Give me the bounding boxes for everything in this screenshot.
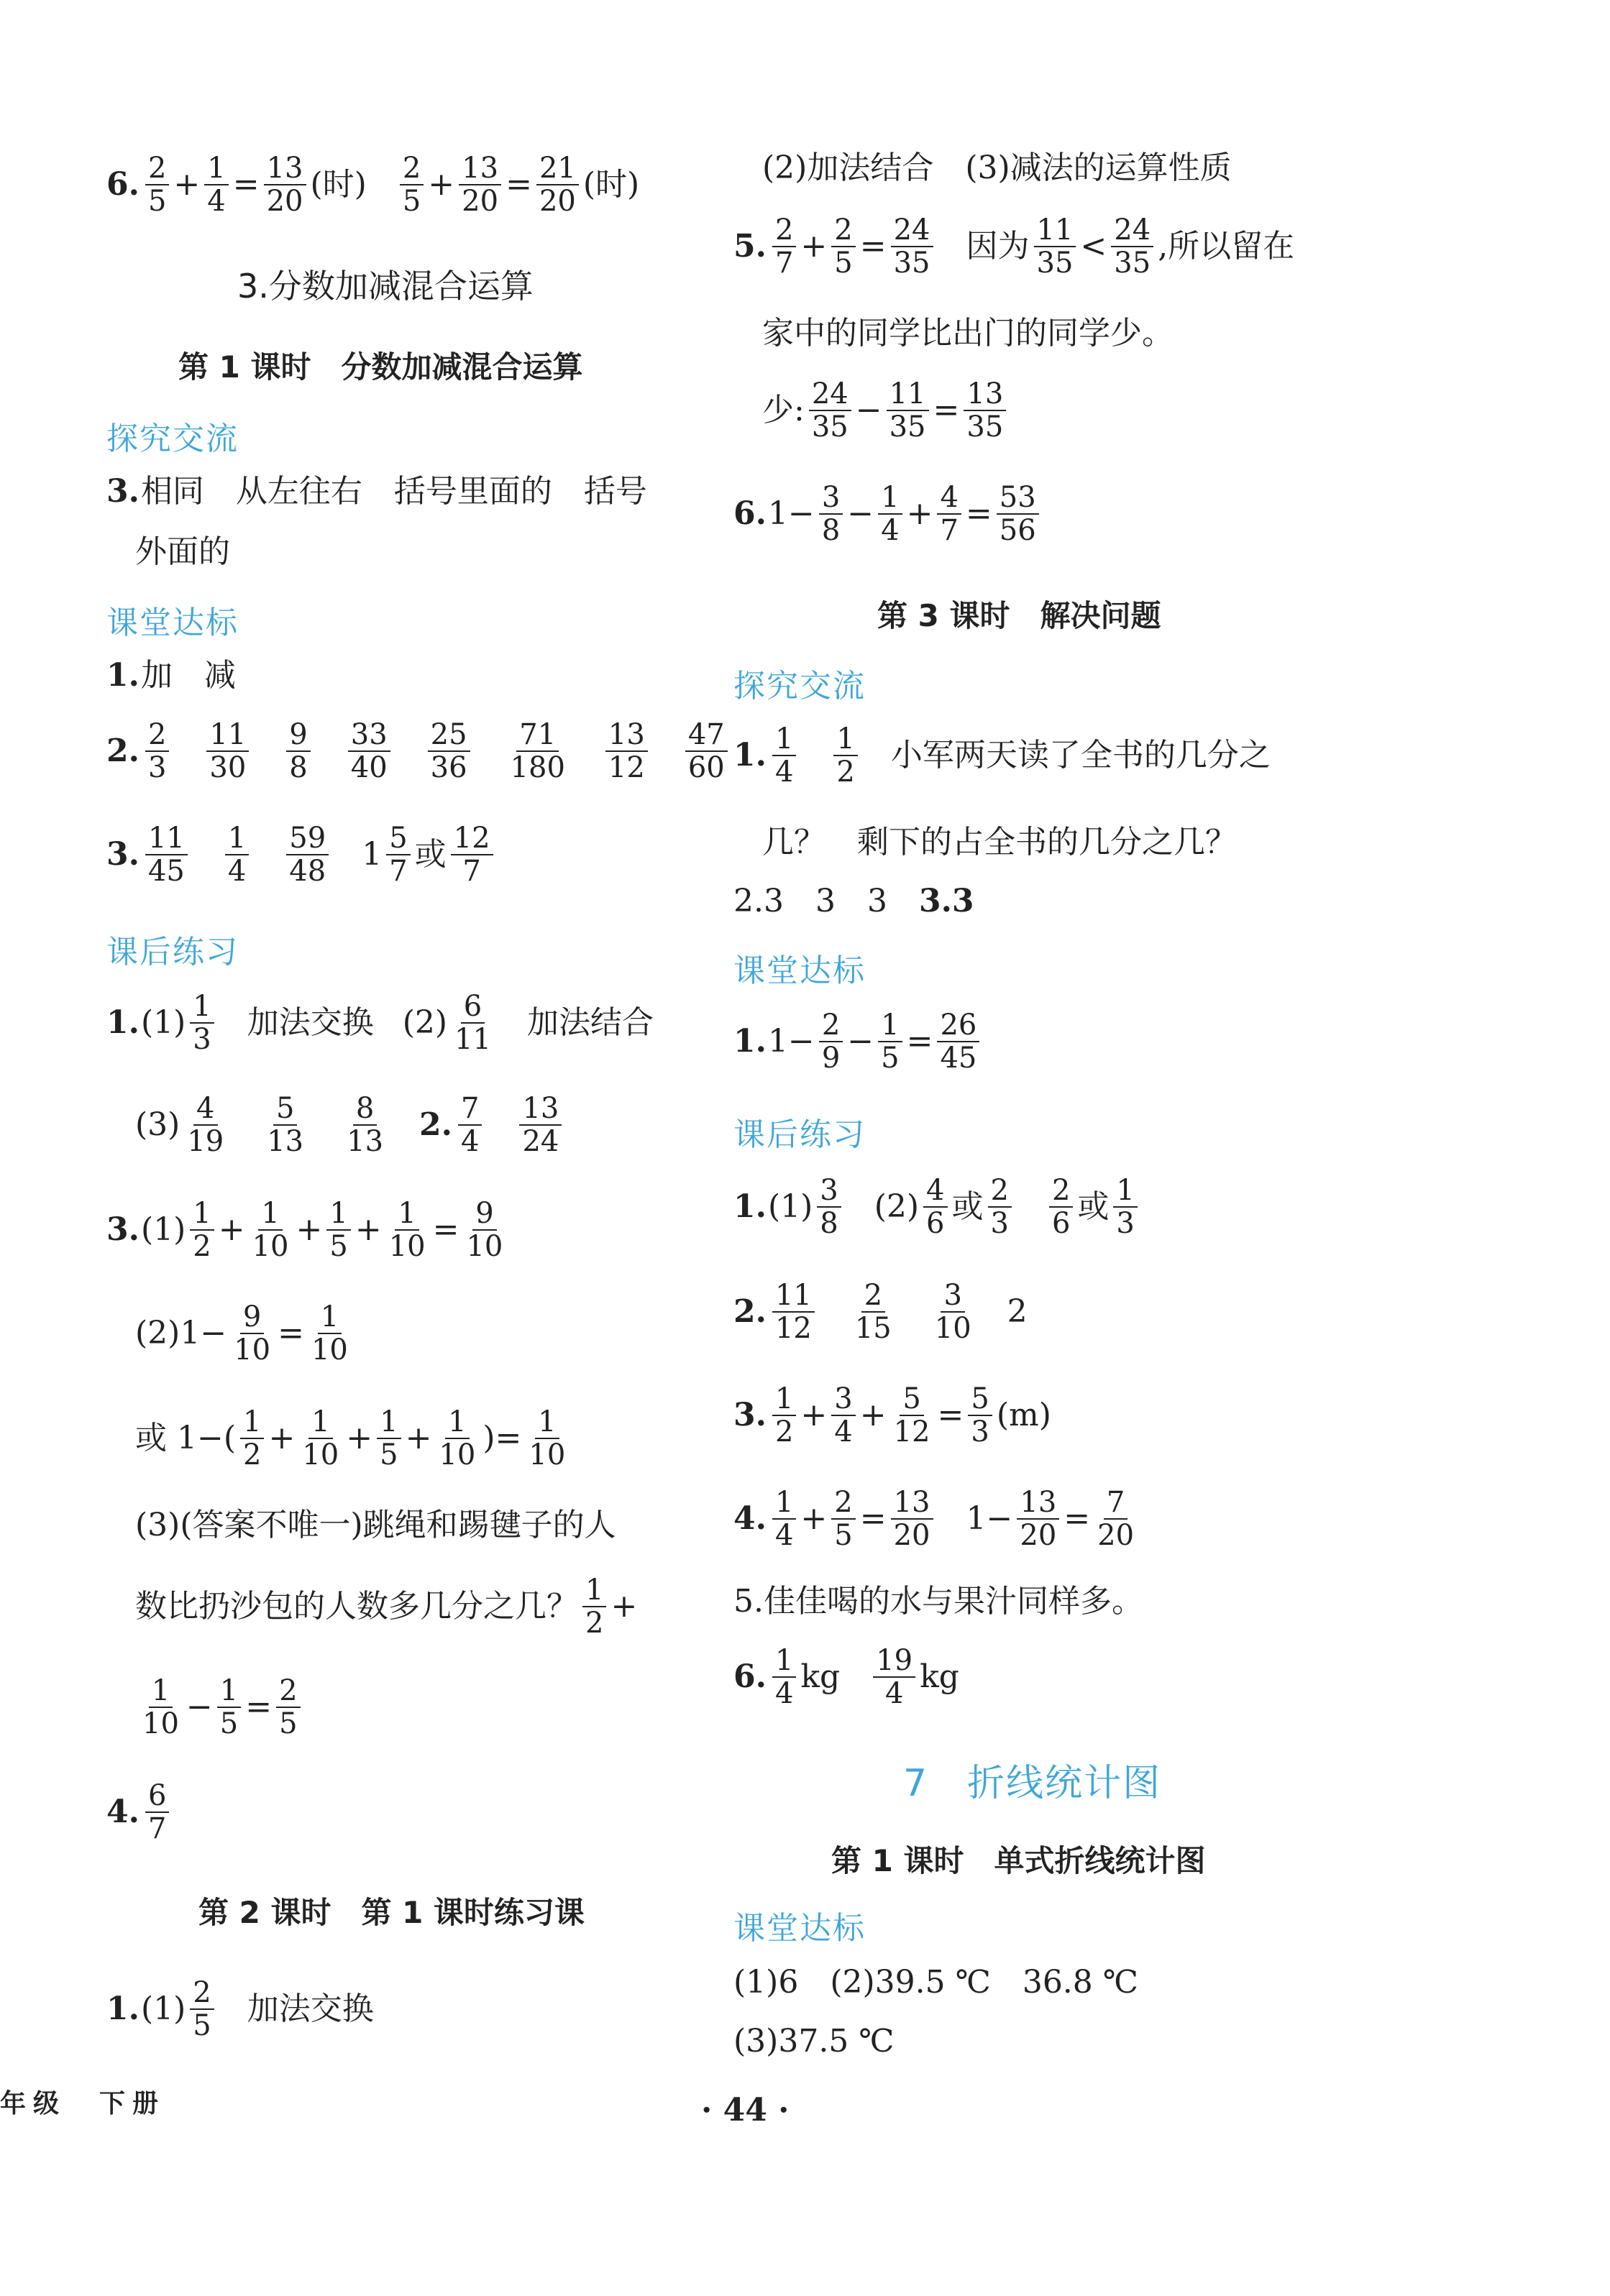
left-explore-q3-cont: 外面的	[135, 533, 230, 570]
left-after-q3-3c: $\frac{1}{10}$ − $\frac{1}{5}$ = $\frac{2}{5}$	[135, 1675, 305, 1740]
footer-grade: 年级 下册	[0, 2088, 166, 2118]
page-number: · 44 ·	[701, 2092, 790, 2129]
fraction: $\frac{2}{5}$	[400, 152, 424, 217]
fraction: $\frac{13}{20}$	[459, 152, 501, 217]
lesson-title: 第 1 课时 分数加减混合运算	[178, 349, 583, 385]
right-q5-line2: 家中的同学比出门的同学少。	[762, 315, 1174, 352]
section-label-class-r2: 课堂达标	[733, 1910, 866, 1947]
right-explore-q2: 2.3 3 3 3.3	[733, 883, 974, 919]
right-q6: 6. 1− $\frac{3}{8}$ − $\frac{1}{4}$ + $\frac{4}{7}$ = $\frac{53}{56}$	[733, 482, 1043, 546]
section-label-after-r: 课后练习	[733, 1116, 866, 1153]
right-explore-q1-cont: 几？ 剩下的占全书的几分之几？	[762, 824, 1237, 860]
left-class-q2: 2. $\frac{2}{3}$ $\frac{11}{30}$ $\frac{9}{8}$ $\frac{33}{40}$ $\frac{25}{36}$ $\frac{71}{180}$ $\frac{13}{12}$ $\frac{47}{60}$	[106, 719, 732, 784]
fraction: $\frac{1}{4}$	[204, 152, 228, 217]
fraction: $\frac{13}{20}$	[264, 152, 306, 217]
right-after-q6: 6. $\frac{1}{4}$ kg $\frac{19}{4}$ kg	[733, 1644, 959, 1710]
right-after-q3: 3. $\frac{1}{2}$ + $\frac{3}{4}$ + $\frac{5}{12}$ = $\frac{5}{3}$ (m)	[733, 1382, 1051, 1448]
section-label-after: 课后练习	[106, 934, 239, 970]
lesson-title-chap7: 第 1 课时 单式折线统计图	[831, 1843, 1206, 1878]
right-q5: 5. $\frac{2}{7}$ + $\frac{2}{5}$ = $\frac{24}{35}$ 因为 $\frac{11}{35}$ < $\frac{24}{35}$ ,所以留在	[733, 213, 1295, 280]
left-after-q1: 1. (1) $\frac{1}{3}$ 加法交换 (2) $\frac{6}{11}$ 加法结合	[106, 990, 654, 1056]
left-after-q3: 3. (1) $\frac{1}{2}$ + $\frac{1}{10}$ + $\frac{1}{5}$ + $\frac{1}{10}$ = $\frac{9}{10}$	[106, 1197, 503, 1263]
left-l2-q1: 1. (1) $\frac{2}{5}$ 加法交换	[106, 1976, 374, 2042]
lesson-title-2: 第 2 课时 第 1 课时练习课	[198, 1895, 585, 1930]
right-after-q4: 4. $\frac{1}{4}$ + $\frac{2}{5}$ = $\frac{13}{20}$ 1− $\frac{13}{20}$ = $\frac{7}{20}$	[733, 1486, 1135, 1552]
lesson-title-3: 第 3 课时 解决问题	[877, 598, 1161, 633]
right-q5-less: 少: $\frac{24}{35}$ − $\frac{11}{35}$ = $\frac{13}{35}$	[762, 378, 1010, 443]
left-after-q1-3: (3) $\frac{4}{19}$ $\frac{5}{13}$ $\frac{8}{13}$ 2. $\frac{7}{4}$ $\frac{13}{24}$	[135, 1093, 566, 1157]
left-after-q3-3b: 数比扔沙包的人数多几分之几？ $\frac{1}{2}$ +	[135, 1574, 638, 1640]
right-after-q5: 5.佳佳喝的水与果汁同样多。	[733, 1583, 1143, 1620]
left-q6: 6. $\frac{2}{5}$ + $\frac{1}{4}$ = $\frac{13}{20}$ (时) $\frac{2}{5}$ + $\frac{13}{20}$ = $\frac{21}{20}$ (时)	[106, 152, 640, 218]
right-s2: (3)37.5 ℃	[733, 2023, 895, 2059]
chapter-title: 7 折线统计图	[903, 1762, 1162, 1805]
left-after-q3-3: (3)(答案不唯一)跳绳和踢毽子的人	[135, 1507, 616, 1543]
left-explore-q3: 3. 相同 从左往右 括号里面的 括号	[106, 473, 647, 510]
right-class-q1: 1. 1− $\frac{2}{9}$ − $\frac{1}{5}$ = $\frac{26}{45}$	[733, 1009, 984, 1074]
section-label-explore: 探究交流	[106, 421, 239, 457]
left-after-q4: 4. $\frac{6}{7}$	[106, 1780, 173, 1845]
section-label-class: 课堂达标	[106, 605, 239, 641]
right-after-q2: 2. $\frac{11}{12}$ $\frac{2}{15}$ $\frac{3}{10}$ 2	[733, 1279, 1028, 1345]
fraction: $\frac{21}{20}$	[536, 152, 579, 217]
fraction: $\frac{2}{5}$	[145, 152, 169, 217]
section-title: 3.分数加减混合运算	[237, 267, 534, 306]
section-label-explore-r: 探究交流	[733, 668, 866, 704]
right-after-q1: 1. (1) $\frac{3}{8}$ (2) $\frac{4}{6}$ 或 $\frac{2}{3}$ $\frac{2}{6}$ 或 $\frac{1}{3}$	[733, 1175, 1142, 1239]
right-explore-q1: 1. $\frac{1}{4}$ $\frac{1}{2}$ 小军两天读了全书的几分之	[733, 722, 1271, 789]
section-label-class-r: 课堂达标	[733, 952, 866, 989]
left-class-q3: 3. $\frac{11}{45}$ $\frac{1}{4}$ $\frac{59}{48}$ 1 $\frac{5}{7}$ 或 $\frac{12}{7}$	[106, 822, 498, 887]
left-after-q3-2: (2)1− $\frac{9}{10}$ = $\frac{1}{10}$	[135, 1300, 348, 1367]
right-r2: (2)加法结合 (3)减法的运算性质	[762, 150, 1232, 186]
left-class-q1: 1. 加 减	[106, 657, 236, 694]
right-s1: (1)6 (2)39.5 ℃ 36.8 ℃	[733, 1964, 1138, 2001]
left-after-q3-alt: 或 1−( $\frac{1}{2}$ + $\frac{1}{10}$ + $\frac{1}{5}$ + $\frac{1}{10}$ )= $\frac{1}{10}$	[135, 1405, 566, 1471]
